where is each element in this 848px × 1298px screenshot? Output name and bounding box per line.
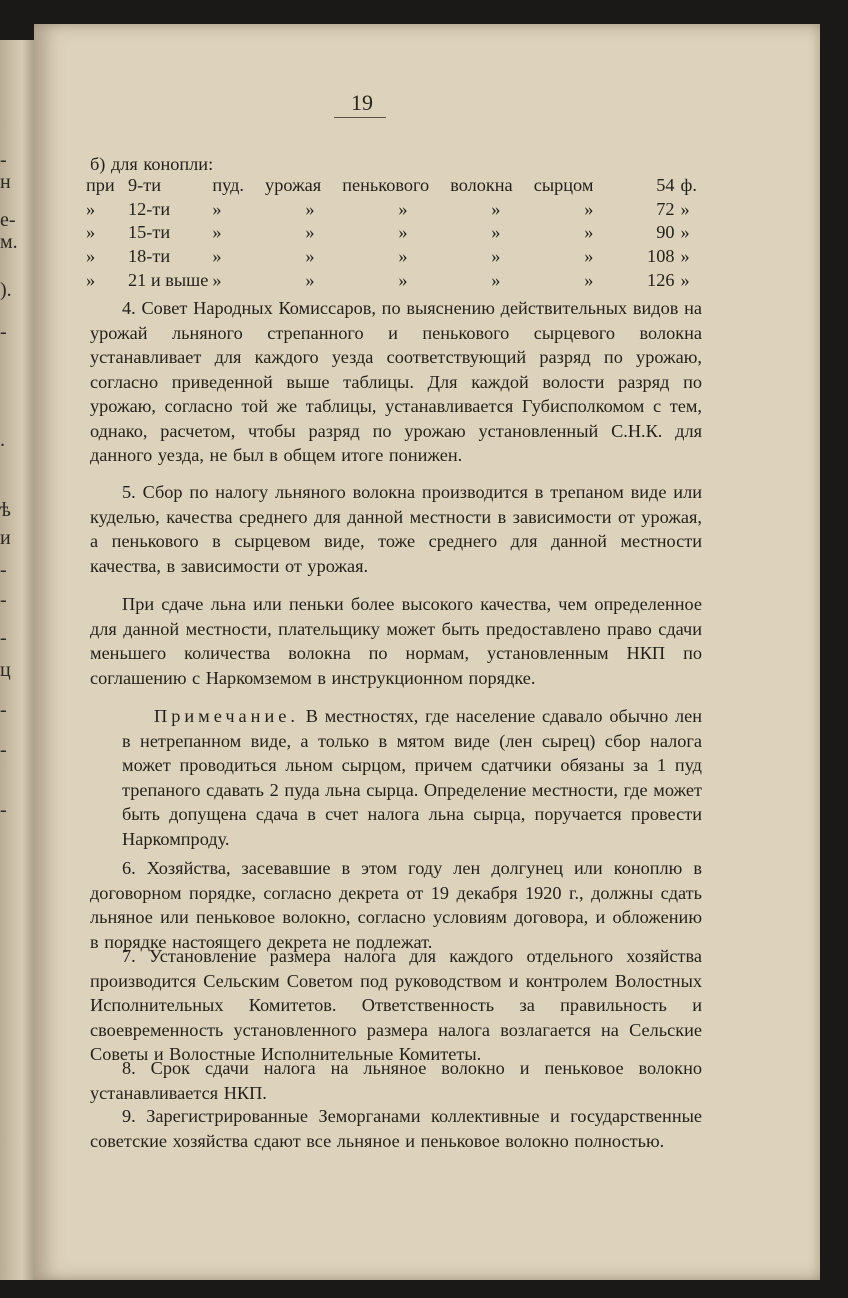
row-unit: »	[680, 198, 690, 219]
page-number: 19	[351, 90, 373, 115]
row-prefix: »	[86, 246, 96, 267]
facing-page-fragment: ).	[0, 279, 12, 301]
row-unit: ф.	[680, 175, 697, 196]
facing-page-fragment: ѣ	[0, 499, 11, 521]
description-word: сырцом	[533, 175, 594, 196]
hemp-yield-table	[86, 174, 706, 292]
description-word: »	[305, 269, 315, 290]
description-word: »	[398, 269, 408, 290]
note-text: В местностях, где население сдавало обычно лен в нетрепанном виде, а только в мятом виде (лен сырец) сбор налога может проводиться льном сырцом, причем сдатчики обязаны за 1 пуд трепаного сдавать 2 пуда льна сырца. Определение местности, где может быть допущена сдача в счет налога льна сырца, поручается провести Наркомпроду.	[122, 706, 702, 849]
facing-page-fragment: е-	[0, 209, 16, 231]
facing-page-fragment: м.	[0, 231, 18, 253]
facing-page-fragment: -	[0, 627, 7, 649]
row-unit: »	[680, 222, 690, 243]
row-value: 108	[647, 246, 675, 267]
description-word: »	[491, 198, 501, 219]
row-description	[212, 245, 611, 269]
row-prefix: »	[86, 198, 96, 219]
facing-page-fragment: -	[0, 559, 7, 581]
description-word: »	[491, 222, 501, 243]
facing-page-fragment: -	[0, 739, 7, 761]
facing-page-fragment: ц	[0, 659, 11, 681]
description-word: »	[212, 198, 222, 219]
paragraph-5: 5. Сбор по налогу льняного волокна производится в трепаном виде или куделью, качества среднего для данной местности в зависимости от урожая, а пенькового в сырцевом виде, тоже среднего для данной местности качества, в зависимости от урожая.	[90, 482, 702, 576]
description-word: »	[398, 222, 408, 243]
section-heading-hemp: б) для конопли:	[90, 154, 214, 174]
row-unit: »	[680, 246, 690, 267]
facing-page-fragment: -	[0, 149, 7, 171]
table-row	[86, 198, 706, 222]
row-value: 90	[656, 222, 675, 243]
row-prefix: »	[86, 222, 96, 243]
paragraph-6: 6. Хозяйства, засевавшие в этом году лен долгунец или коноплю в договорном порядке, согласно декрета от 19 декабря 1920 г., должны сдать льняное или пеньковое волокно, согласно условиям договора, и обложению в порядке настоящего декрета не подлежат.	[90, 858, 702, 952]
description-word: пуд.	[212, 175, 244, 196]
row-yield: 18-ти	[128, 246, 171, 267]
row-description	[212, 221, 611, 245]
description-word: пенькового	[342, 175, 430, 196]
facing-page-fragment: н	[0, 171, 11, 193]
description-word: »	[398, 246, 408, 267]
row-yield: 9-ти	[128, 175, 162, 196]
table-row	[86, 268, 706, 292]
row-value: 72	[656, 198, 675, 219]
row-yield: 21 и выше	[128, 269, 209, 290]
note-block	[122, 704, 702, 851]
facing-page-fragment: и	[0, 527, 11, 549]
facing-page-fragment: -	[0, 321, 7, 343]
book-page	[34, 24, 820, 1280]
paragraph-5-continued: При сдаче льна или пеньки более высокого качества, чем определенное для данной местности, плательщику может быть предоставлено право сдачи меньшего количества волокна по нормам, установленным НКП по соглашению с Наркомземом в инструкционном порядке.	[90, 594, 702, 688]
row-value: 54	[656, 175, 675, 196]
row-prefix: »	[86, 269, 96, 290]
paragraph-9: 9. Зарегистрированные Земорганами коллективные и государственные советские хозяйства сдают все льняное и пеньковое волокно полностью.	[90, 1106, 702, 1151]
description-word: »	[305, 222, 315, 243]
description-word: »	[398, 198, 408, 219]
facing-page-edge	[0, 40, 36, 1280]
row-description	[212, 268, 611, 292]
page-number-rule	[334, 117, 386, 118]
row-yield: 15-ти	[128, 222, 171, 243]
paragraph-8: 8. Срок сдачи налога на льняное волокно и пеньковое волокно устанавливается НКП.	[90, 1058, 702, 1103]
description-word: »	[491, 269, 501, 290]
description-word: »	[305, 246, 315, 267]
description-word: »	[212, 246, 222, 267]
description-word: »	[584, 269, 594, 290]
table-row	[86, 221, 706, 245]
note-label: Примечание.	[154, 706, 299, 726]
facing-page-fragment: -	[0, 589, 7, 611]
row-description	[212, 198, 611, 222]
facing-page-fragment: -	[0, 799, 7, 821]
facing-page-fragment: -	[0, 699, 7, 721]
row-description	[212, 174, 611, 198]
description-word: »	[212, 269, 222, 290]
description-word: урожая	[265, 175, 322, 196]
description-word: »	[305, 198, 315, 219]
paragraph-4: 4. Совет Народных Комиссаров, по выяснению действительных видов на урожай льняного стрепанного и пенькового сырцевого волокна устанавливает для каждого уезда соответствующий разряд по урожаю, согласно приведенной выше таблицы. Для каждой волости разряд по урожаю, согласно той же таблицы, устанавливается Губисполкомом с тем, однако, расчетом, чтобы разряд по урожаю установленный С.Н.К. для данного уезда, не был в общем итоге понижен.	[90, 298, 702, 465]
row-value: 126	[647, 269, 675, 290]
description-word: »	[212, 222, 222, 243]
table-row	[86, 174, 706, 198]
description-word: »	[584, 198, 594, 219]
table-row	[86, 245, 706, 269]
row-yield: 12-ти	[128, 198, 171, 219]
description-word: »	[584, 222, 594, 243]
paragraph-7: 7. Установление размера налога для каждого отдельного хозяйства производится Сельским Советом под руководством и контролем Волостных Исполнительных Комитетов. Ответственность за правильность и своевременность установленного размера налога возлагается на Сельские Советы и Волостные Исполнительные Комитеты.	[90, 946, 702, 1064]
row-unit: »	[680, 269, 690, 290]
row-prefix: при	[86, 175, 115, 196]
facing-page-fragment: .	[0, 429, 5, 451]
description-word: »	[491, 246, 501, 267]
description-word: волокна	[450, 175, 513, 196]
description-word: »	[584, 246, 594, 267]
